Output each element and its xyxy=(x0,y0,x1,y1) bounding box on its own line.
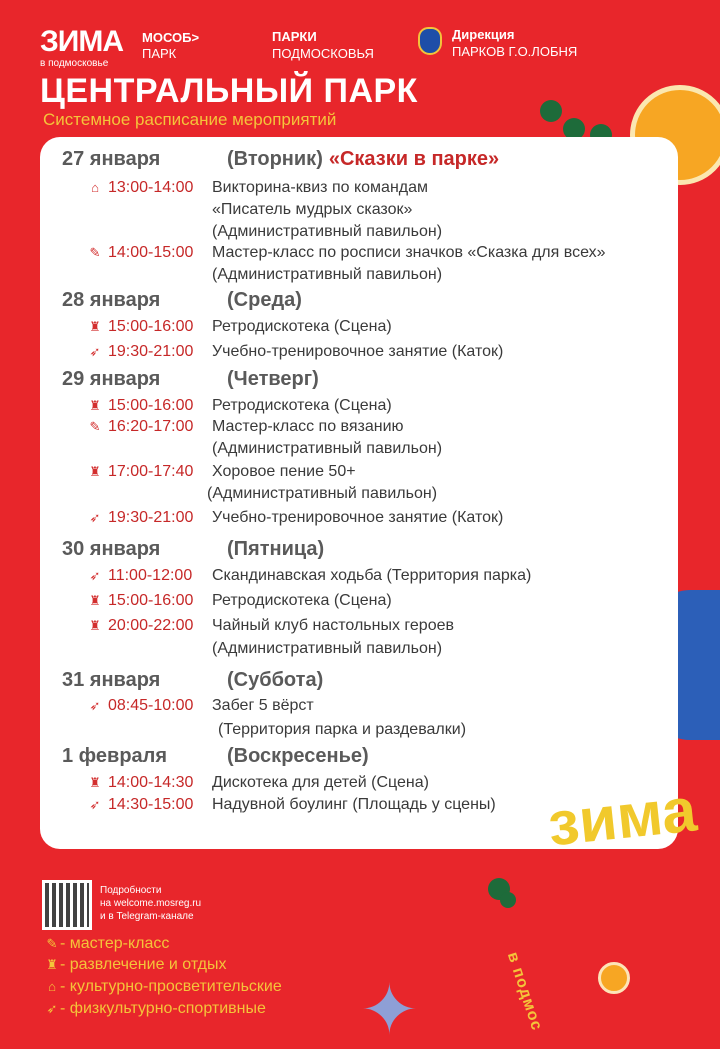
zima-logo-subtitle: в подмосковье xyxy=(40,58,109,69)
event-title: Викторина-квиз по командам xyxy=(212,179,429,196)
event-time: 15:00-16:00 xyxy=(108,397,194,414)
day-weekday: (Воскресенье) xyxy=(227,745,369,767)
event-title: Мастер-класс по вязанию xyxy=(212,418,404,435)
event-row xyxy=(89,565,532,587)
day-date: 28 января xyxy=(62,289,161,311)
sport-icon: ➶ xyxy=(46,1001,58,1016)
event-continuation: (Административный павильон) xyxy=(212,223,443,240)
details-line1: Подробности xyxy=(100,885,162,896)
event-title: Дискотека для детей (Сцена) xyxy=(212,774,429,791)
v-podmoskovye-decoration: в подмос xyxy=(503,950,546,1034)
day-date: 30 января xyxy=(62,538,161,560)
event-row xyxy=(89,416,404,438)
event-row xyxy=(89,341,504,363)
zima-logo: ЗИМА xyxy=(40,25,124,58)
event-title: Забег 5 вёрст xyxy=(212,697,314,714)
legend-label: - развлечение и отдых xyxy=(60,956,227,973)
star-decoration: ✦ xyxy=(360,971,419,1049)
direction-logo xyxy=(452,26,577,60)
event-time: 19:30-21:00 xyxy=(108,343,194,360)
legend-item xyxy=(44,935,169,953)
details-info xyxy=(100,884,201,923)
event-row xyxy=(89,395,392,417)
event-row xyxy=(89,695,314,717)
event-time: 08:45-10:00 xyxy=(108,697,194,714)
sport-icon: ➶ xyxy=(89,510,101,525)
event-time: 19:30-21:00 xyxy=(108,509,194,526)
event-title: Учебно-тренировочное занятие (Каток) xyxy=(212,343,504,360)
qr-code[interactable] xyxy=(42,880,92,930)
masterclass-icon: ✎ xyxy=(89,245,101,260)
event-time: 20:00-22:00 xyxy=(108,617,194,634)
event-title: Учебно-тренировочное занятие (Каток) xyxy=(212,509,504,526)
page-title: ЦЕНТРАЛЬНЫЙ ПАРК xyxy=(40,72,418,110)
event-row xyxy=(89,242,606,264)
event-row xyxy=(89,615,454,637)
event-time: 14:30-15:00 xyxy=(108,796,194,813)
parki-line1: ПАРКИ xyxy=(272,29,317,44)
day-header xyxy=(62,745,369,768)
day-header xyxy=(62,289,302,312)
event-row xyxy=(91,177,429,199)
event-time: 11:00-12:00 xyxy=(108,567,193,584)
event-title: Ретродискотека (Сцена) xyxy=(212,592,392,609)
page-subtitle: Системное расписание мероприятий xyxy=(43,110,337,129)
event-row xyxy=(89,794,496,816)
sport-icon: ➶ xyxy=(89,344,101,359)
day-weekday: (Четверг) xyxy=(227,368,319,390)
museum-icon: ⌂ xyxy=(48,979,56,994)
day-date: 27 января xyxy=(62,148,161,170)
mosobl-line2: ПАРК xyxy=(142,46,177,61)
event-title: Ретродискотека (Сцена) xyxy=(212,318,392,335)
day-date: 1 февраля xyxy=(62,745,168,767)
day-header xyxy=(62,669,323,692)
legend-label: - физкультурно-спортивные xyxy=(60,1000,266,1017)
direction-line2: ПАРКОВ Г.О.ЛОБНЯ xyxy=(452,44,578,59)
cherry-decoration xyxy=(500,892,516,908)
event-continuation: (Административный павильон) xyxy=(212,440,443,457)
day-header xyxy=(62,368,319,391)
cherry-decoration xyxy=(540,100,562,122)
day-weekday: (Вторник) xyxy=(227,148,323,170)
day-weekday: (Среда) xyxy=(227,289,302,311)
museum-icon: ⌂ xyxy=(91,180,99,195)
parki-podmoskovya-logo xyxy=(272,28,374,62)
masterclass-icon: ✎ xyxy=(89,419,101,434)
event-time: 17:00-17:40 xyxy=(108,463,194,480)
day-weekday: (Пятница) xyxy=(227,538,325,560)
sport-icon: ➶ xyxy=(89,568,101,583)
event-continuation: (Административный павильон) xyxy=(212,640,443,657)
entertainment-icon: ♜ xyxy=(89,319,101,334)
event-title: Скандинавская ходьба (Территория парка) xyxy=(212,567,532,584)
mosobl-line1: МОСОБ> xyxy=(142,30,200,45)
day-highlight: «Сказки в парке» xyxy=(328,148,500,170)
event-time: 13:00-14:00 xyxy=(108,179,194,196)
legend-item xyxy=(44,978,282,996)
event-title: Чайный клуб настольных героев xyxy=(212,617,454,634)
event-row xyxy=(89,772,429,794)
day-header xyxy=(62,148,499,171)
event-continuation: (Административный павильон) xyxy=(212,266,443,283)
day-weekday: (Суббота) xyxy=(227,669,324,691)
legend-item xyxy=(44,956,226,974)
entertainment-icon: ♜ xyxy=(89,398,101,413)
legend-label: - мастер-класс xyxy=(60,935,170,952)
sport-icon: ➶ xyxy=(89,698,101,713)
day-header xyxy=(62,538,324,561)
masterclass-icon: ✎ xyxy=(46,936,58,951)
day-date: 31 января xyxy=(62,669,161,691)
event-row xyxy=(89,461,356,483)
orange-slice-decoration xyxy=(598,962,630,994)
event-title: Надувной боулинг (Площадь у сцены) xyxy=(212,796,496,813)
sport-icon: ➶ xyxy=(89,797,101,812)
details-line2: на welcome.mosreg.ru xyxy=(100,898,202,909)
entertainment-icon: ♜ xyxy=(89,593,101,608)
event-continuation: «Писатель мудрых сказок» xyxy=(212,201,413,218)
legend-item xyxy=(44,1000,266,1018)
event-time: 14:00-14:30 xyxy=(108,774,194,791)
mosobl-park-logo xyxy=(142,30,199,62)
event-row xyxy=(89,316,392,338)
event-row xyxy=(89,590,392,612)
direction-line1: Дирекция xyxy=(452,27,515,42)
lobnya-emblem-icon xyxy=(418,27,442,55)
event-title: Хоровое пение 50+ xyxy=(212,463,356,480)
parki-line2: ПОДМОСКОВЬЯ xyxy=(272,46,374,61)
legend-label: - культурно-просветительские xyxy=(60,978,282,995)
event-time: 16:20-17:00 xyxy=(108,418,194,435)
day-date: 29 января xyxy=(62,368,161,390)
entertainment-icon: ♜ xyxy=(89,464,101,479)
details-line3: и в Telegram-канале xyxy=(100,911,194,922)
event-continuation: (Административный павильон) xyxy=(207,485,438,502)
entertainment-icon: ♜ xyxy=(89,775,101,790)
entertainment-icon: ♜ xyxy=(46,957,58,972)
event-title: Ретродискотека (Сцена) xyxy=(212,397,392,414)
event-time: 15:00-16:00 xyxy=(108,318,194,335)
zima-3d-letters-decoration: зима xyxy=(544,775,700,860)
event-time: 14:00-15:00 xyxy=(108,244,194,261)
event-title: Мастер-класс по росписи значков «Сказка для всех» xyxy=(212,244,606,261)
entertainment-icon: ♜ xyxy=(89,618,101,633)
event-row xyxy=(89,507,504,529)
event-time: 15:00-16:00 xyxy=(108,592,194,609)
event-continuation: (Территория парка и раздевалки) xyxy=(218,721,467,738)
